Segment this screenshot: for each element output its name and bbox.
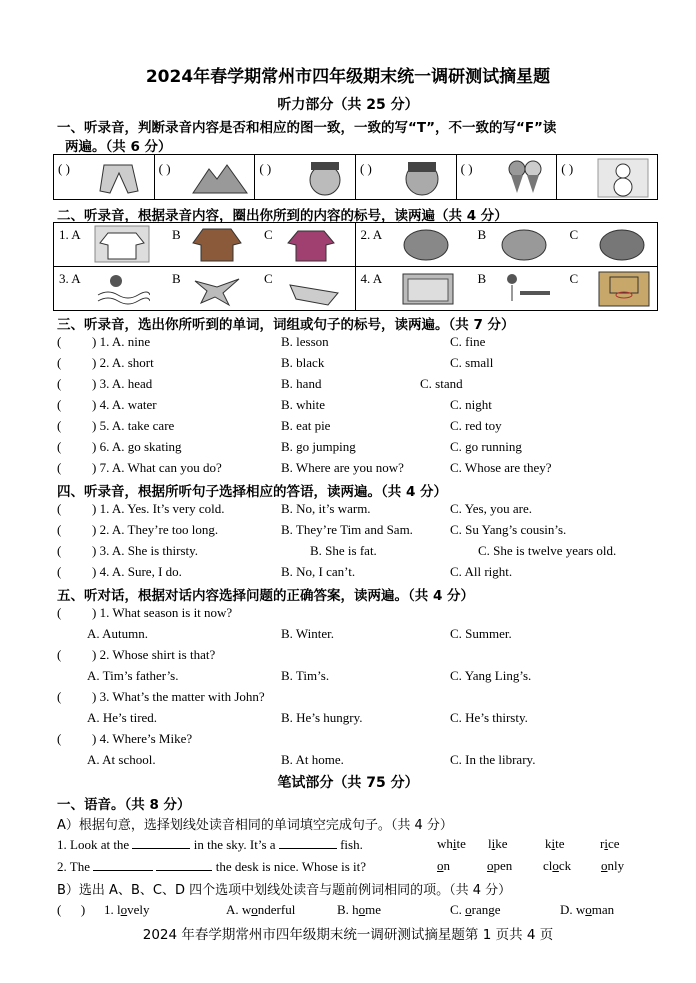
option-b: B. He’s hungry. (281, 710, 363, 725)
option-d-woman: D. woman (560, 902, 615, 917)
option-c: C. He’s thirsty. (450, 710, 528, 725)
answer-paren[interactable]: ( ) (359, 161, 372, 176)
item-text: ) 3. A. She is thirsty. (92, 543, 199, 558)
option-b-label: B (172, 227, 181, 242)
question-text: ) 3. What’s the matter with John? (92, 689, 265, 704)
answer-paren[interactable]: ( (57, 501, 62, 516)
item-text: ) 2. A. They’re too long. (92, 522, 219, 537)
sentence-2 (57, 858, 366, 875)
trousers-icon (94, 161, 144, 195)
answer-paren[interactable]: ( ) (259, 161, 272, 176)
option-a: A. Tim’s father’s. (87, 668, 179, 683)
section-4-heading: 四、听录音，根据所听句子选择相应的答语，读两遍。（共 4 分） (57, 484, 448, 500)
item-text: ) 2. A. short (92, 355, 154, 370)
item-text: ) 1. A. nine (92, 334, 151, 349)
boy-face-icon (396, 158, 448, 198)
option-b: B. black (281, 355, 325, 370)
option-c: C. stand (420, 376, 463, 391)
part-b-instruction: B）选出 A、B、C、D 四个选项中划线处读音与题前例词相同的项。（共 4 分） (57, 883, 512, 898)
option-b: B. eat pie (281, 418, 331, 433)
option-a-wonderful: A. wonderful (226, 902, 296, 917)
boat-icon (286, 271, 342, 307)
part-a-instruction: A）根据句意，选择划线处读音相同的单词填空完成句子。（共 4 分） (57, 818, 453, 833)
option-b: B. At home. (281, 752, 344, 767)
blank-1[interactable] (132, 836, 190, 849)
option-b: B. white (281, 397, 326, 412)
mountain-icon (191, 161, 249, 195)
boy-sweating-icon (297, 158, 349, 198)
answer-paren[interactable]: ( (57, 334, 62, 349)
option-b: B. Where are you now? (281, 460, 404, 475)
answer-paren[interactable]: ( ) (158, 161, 171, 176)
word-choice-only: only (601, 858, 625, 873)
word-choice-on: on (437, 858, 450, 873)
answer-paren[interactable]: ( (57, 564, 62, 579)
option-b-label: B (477, 227, 487, 242)
blank-4[interactable] (156, 858, 212, 871)
answer-paren[interactable]: ( (57, 522, 62, 537)
option-b-label: B (477, 271, 487, 286)
page-title: 2024年春学期常州市四年级期末统一调研测试摘星题 (145, 67, 551, 87)
question-text: ) 1. What season is it now? (92, 605, 233, 620)
answer-paren[interactable]: ( (57, 418, 62, 433)
option-c: C. All right. (450, 564, 513, 579)
section-1-picture-table (53, 154, 658, 200)
item-text: ) 6. A. go skating (92, 439, 182, 454)
option-c: C. night (450, 397, 492, 412)
q-label: 1. A (59, 227, 81, 242)
word-choice-clock: clock (543, 858, 572, 873)
section-2-heading: 二、听录音，根据录音内容，圈出你所到的内容的标号，读两遍（共 4 分） (57, 208, 508, 224)
word-choice-open: open (487, 858, 513, 873)
basketball-hoop-icon (598, 271, 650, 307)
item-text: ) 4. A. water (92, 397, 157, 412)
section-1-heading: 一、听录音，判断录音内容是否和相应的图一致，一致的写“T”，不一致的写“F”读 (57, 120, 557, 136)
section-2-picture-table (53, 222, 658, 311)
sentence-1 (57, 836, 363, 853)
word-choice-white: white (437, 836, 466, 851)
option-c-orange: C. orange (450, 902, 501, 917)
option-a: A. At school. (87, 752, 156, 767)
skating-icon (189, 271, 245, 307)
option-b-home: B. home (337, 902, 382, 917)
item-text: ) 7. A. What can you do? (92, 460, 222, 475)
item-text: ) 1. A. Yes. It’s very cold. (92, 501, 225, 516)
answer-paren[interactable]: ( (57, 731, 62, 746)
option-b: B. They’re Tim and Sam. (281, 522, 413, 537)
item-text: ) 5. A. take care (92, 418, 175, 433)
item-text: ) 4. A. Sure, I do. (92, 564, 182, 579)
written-header: 笔试部分（共 75 分） (277, 775, 419, 791)
option-c: C. small (450, 355, 494, 370)
option-c-label: C (569, 227, 579, 242)
shirt-icon (94, 225, 150, 263)
option-c: C. go running (450, 439, 522, 454)
option-c: C. Yes, you are. (450, 501, 532, 516)
answer-paren[interactable]: ( (57, 605, 62, 620)
answer-paren[interactable]: ( (57, 647, 62, 662)
ice-cream-icon (503, 159, 547, 197)
sentence-1-start: 1. Look at the (57, 837, 130, 852)
answer-paren[interactable]: ( (57, 689, 62, 704)
q-label: 2. A (360, 227, 383, 242)
option-c: C. Yang Ling’s. (450, 668, 532, 683)
option-c: C. Summer. (450, 626, 512, 641)
option-c-label: C (569, 271, 579, 286)
option-b: B. No, I can’t. (281, 564, 356, 579)
listening-header: 听力部分（共 25 分） (277, 97, 419, 113)
option-c: C. In the library. (450, 752, 536, 767)
word-choice-like: like (488, 836, 508, 851)
question-text: ) 2. Whose shirt is that? (92, 647, 216, 662)
question-text: ) 4. Where’s Mike? (92, 731, 193, 746)
option-c: C. red toy (450, 418, 502, 433)
boy-head-icon (594, 225, 650, 263)
answer-paren[interactable]: ( ) (460, 161, 473, 176)
section-3-heading: 三、听录音，选出你所听到的单词，词组或句子的标号，读两遍。（共 7 分） (57, 317, 515, 333)
table-tennis-icon (496, 271, 552, 307)
coat-icon (189, 225, 245, 263)
answer-paren[interactable]: ( (57, 397, 62, 412)
section-1-heading-cont: 两遍。（共 6 分） (65, 139, 172, 155)
sentence-2-start: 2. The (57, 859, 90, 874)
answer-paren[interactable]: ( ) (57, 902, 86, 917)
answer-paren[interactable]: ( (57, 543, 62, 558)
word-choice-rice: rice (600, 836, 620, 851)
option-b: B. lesson (281, 334, 329, 349)
answer-paren[interactable]: ( ) (561, 161, 574, 176)
option-b: B. She is fat. (310, 543, 377, 558)
option-c: C. She is twelve years old. (478, 543, 617, 558)
option-c: C. Su Yang’s cousin’s. (450, 522, 567, 537)
example-word-lovely: 1. lovely (104, 902, 150, 917)
football-goal-icon (402, 273, 454, 305)
option-c-label: C (264, 227, 273, 242)
blank-3[interactable] (93, 858, 153, 871)
option-b-label: B (172, 271, 181, 286)
option-b: B. hand (281, 376, 322, 391)
answer-paren[interactable]: ( (57, 355, 62, 370)
q-label: 4. A (360, 271, 383, 286)
option-a: A. Autumn. (87, 626, 149, 641)
snowman-icon (597, 158, 649, 198)
option-c: C. fine (450, 334, 486, 349)
swimming-icon (94, 271, 150, 307)
option-b: B. go jumping (281, 439, 356, 454)
word-choice-kite: kite (545, 836, 565, 851)
option-c: C. Whose are they? (450, 460, 552, 475)
option-a: A. He’s tired. (87, 710, 158, 725)
written-section-1-heading: 一、语音。（共 8 分） (57, 797, 191, 813)
sentence-1-end: fish. (340, 837, 363, 852)
sentence-2-end: the desk is nice. Whose is it? (215, 859, 367, 874)
q-label: 3. A (59, 271, 81, 286)
option-b: B. No, it’s warm. (281, 501, 371, 516)
answer-paren[interactable]: ( (57, 460, 62, 475)
blank-2[interactable] (279, 836, 337, 849)
sweater-icon (286, 227, 336, 263)
answer-paren[interactable]: ( ) (58, 161, 70, 176)
option-c-label: C (264, 271, 273, 286)
item-text: ) 3. A. head (92, 376, 153, 391)
boy-head-icon (398, 225, 454, 263)
option-b: B. Winter. (281, 626, 335, 641)
sentence-1-mid: in the sky. It’s a (193, 837, 276, 852)
answer-paren[interactable]: ( (57, 439, 62, 454)
boy-head-icon (496, 225, 552, 263)
section-5-heading: 五、听对话，根据对话内容选择问题的正确答案，读两遍。（共 4 分） (57, 588, 475, 604)
page-footer: 2024 年春学期常州市四年级期末统一调研测试摘星题第 1 页共 4 页 (142, 927, 554, 943)
option-b: B. Tim’s. (281, 668, 330, 683)
answer-paren[interactable]: ( (57, 376, 62, 391)
